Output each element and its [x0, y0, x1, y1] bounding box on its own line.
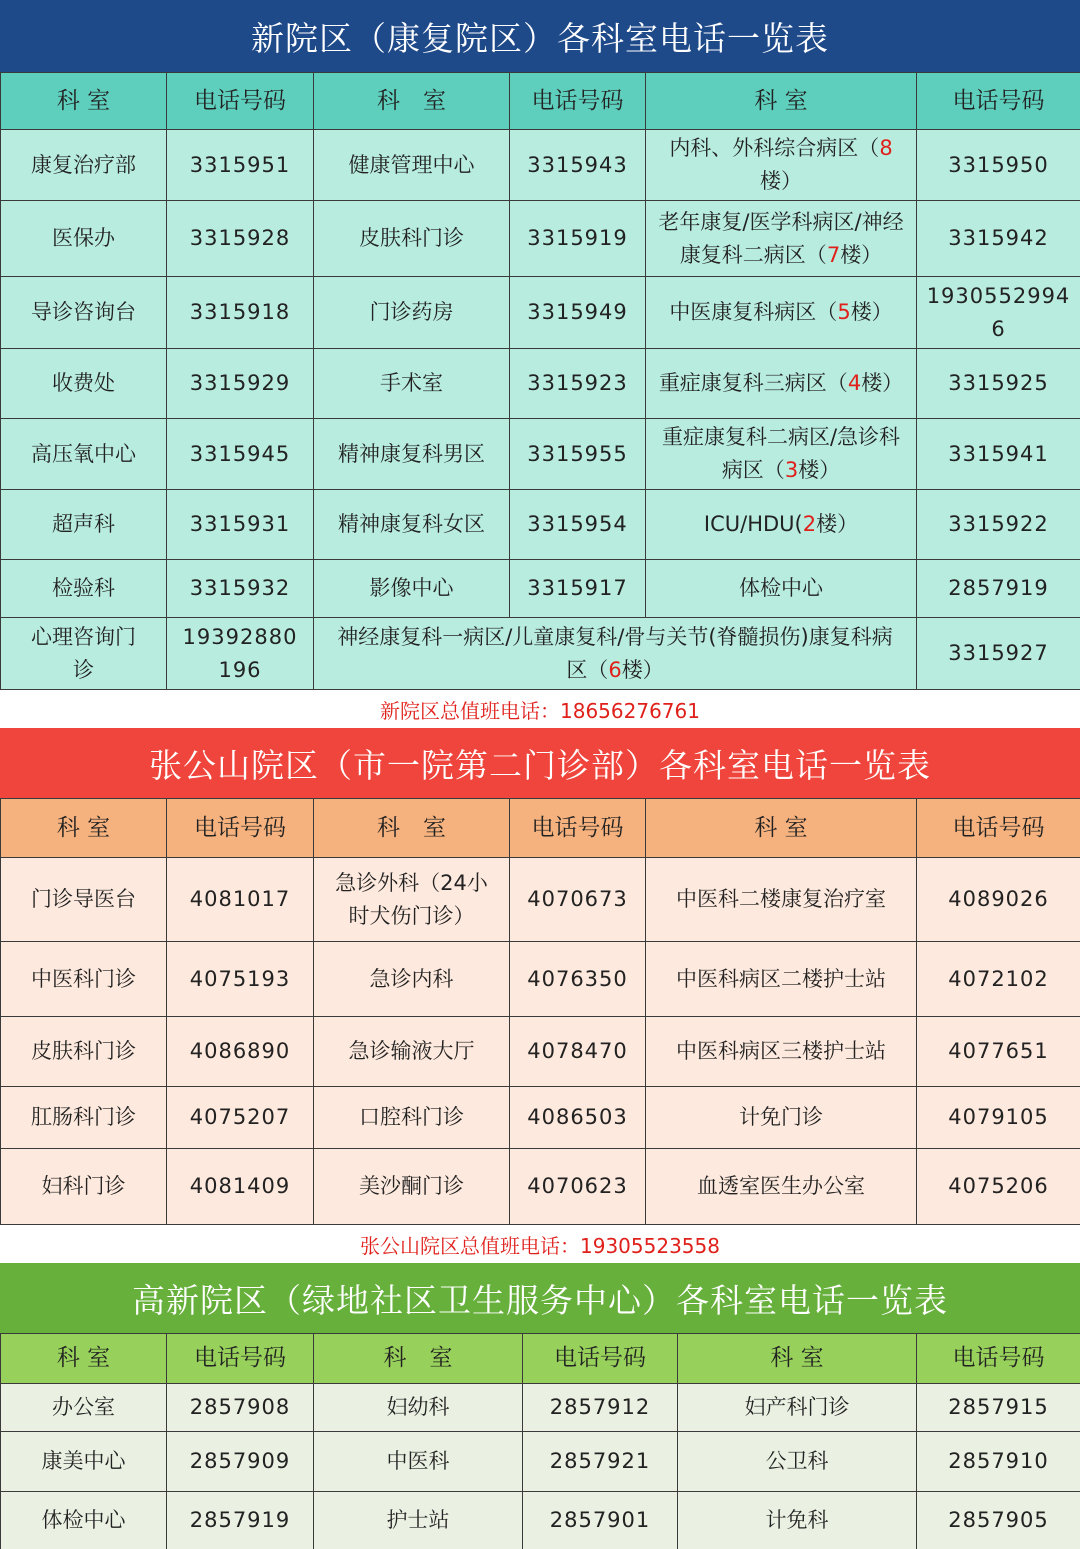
dept-cell: 血透室医生办公室 [646, 1149, 917, 1225]
phone-cell: 4089026 [917, 858, 1080, 942]
phone-cell: 3315931 [167, 490, 314, 560]
table-row [1, 277, 1080, 349]
phone-cell: 2857910 [917, 1432, 1080, 1492]
phone-cell: 3315925 [917, 349, 1080, 419]
dept-cell: 手术室 [314, 349, 510, 419]
phone-cell: 2857921 [523, 1432, 678, 1492]
phone-cell: 2857908 [167, 1384, 314, 1432]
dept-text: 楼） [840, 242, 883, 267]
dept-cell: 中医科病区三楼护士站 [646, 1017, 917, 1087]
phone-cell: 4078470 [510, 1017, 646, 1087]
header-phone: 电话号码 [523, 1334, 678, 1384]
dept-text: 楼） [861, 371, 904, 395]
header-dept: 科 室 [1, 73, 167, 130]
dept-cell: 妇产科门诊 [678, 1384, 917, 1432]
dept-cell [646, 560, 917, 618]
dept-cell [646, 201, 917, 277]
phone-cell: 3315950 [917, 130, 1080, 201]
table-row [1, 349, 1080, 419]
phone-cell: 4081409 [167, 1149, 314, 1225]
dept-cell [646, 490, 917, 560]
duty-phone-line: 新院区总值班电话：18656276761 [0, 690, 1080, 728]
phone-cell: 4086503 [510, 1087, 646, 1149]
phone-cell: 3315932 [167, 560, 314, 618]
dept-text: 楼） [798, 458, 841, 482]
table-header-row [1, 1334, 1080, 1384]
dept-cell: 收费处 [1, 349, 167, 419]
dept-cell: 高压氧中心 [1, 419, 167, 490]
floor-number: 5 [837, 300, 851, 324]
phone-cell: 3315923 [510, 349, 646, 419]
header-dept: 科 室 [646, 799, 917, 858]
dept-cell: 急诊输液大厅 [314, 1017, 510, 1087]
header-phone: 电话号码 [917, 799, 1080, 858]
dept-cell: 体检中心 [1, 1492, 167, 1549]
section3-title: 高新院区（绿地社区卫生服务中心）各科室电话一览表 [0, 1263, 1080, 1333]
table-header-row [1, 73, 1080, 130]
phone-cell: 4081017 [167, 858, 314, 942]
floor-number: 3 [784, 458, 799, 482]
phone-cell: 3315955 [510, 419, 646, 490]
dept-cell: 计免门诊 [646, 1087, 917, 1149]
section2-table [0, 798, 1080, 1225]
dept-cell: 康美中心 [1, 1432, 167, 1492]
dept-cell: 心理咨询门诊 [1, 618, 167, 690]
phone-cell: 3315918 [167, 277, 314, 349]
phone-cell: 3315929 [167, 349, 314, 419]
phone-cell: 2857919 [167, 1492, 314, 1549]
dept-cell: 办公室 [1, 1384, 167, 1432]
phone-cell: 2857909 [167, 1432, 314, 1492]
phone-cell: 3315922 [917, 490, 1080, 560]
dept-text: 重症康复科三病区（ [658, 371, 848, 395]
phone-cell: 3315945 [167, 419, 314, 490]
phone-cell: 4079105 [917, 1087, 1080, 1149]
dept-cell [646, 349, 917, 419]
table-row [1, 1432, 1080, 1492]
dept-cell [646, 419, 917, 490]
header-dept: 科 室 [1, 799, 167, 858]
dept-cell: 检验科 [1, 560, 167, 618]
table-row [1, 490, 1080, 560]
table-row [1, 1017, 1080, 1087]
dept-cell: 皮肤科门诊 [1, 1017, 167, 1087]
dept-cell: 皮肤科门诊 [314, 201, 510, 277]
dept-text: 体检中心 [739, 576, 823, 600]
dept-text: 重症康复科二病区/急诊科病区（ [661, 425, 901, 482]
dept-cell: 妇幼科 [314, 1384, 523, 1432]
table-header-row [1, 799, 1080, 858]
table-row [1, 130, 1080, 201]
dept-cell: 妇科门诊 [1, 1149, 167, 1225]
phone-cell: 4077651 [917, 1017, 1080, 1087]
dept-cell: 计免科 [678, 1492, 917, 1549]
floor-number: 7 [826, 242, 841, 267]
section1-title: 新院区（康复院区）各科室电话一览表 [0, 0, 1080, 72]
dept-cell: 护士站 [314, 1492, 523, 1549]
dept-cell: 医保办 [1, 201, 167, 277]
header-phone: 电话号码 [510, 799, 646, 858]
header-dept: 科 室 [678, 1334, 917, 1384]
dept-cell: 精神康复科女区 [314, 490, 510, 560]
dept-cell: 公卫科 [678, 1432, 917, 1492]
phone-cell: 4075207 [167, 1087, 314, 1149]
table-row [1, 1384, 1080, 1432]
dept-cell [314, 618, 917, 690]
header-phone: 电话号码 [167, 73, 314, 130]
header-phone: 电话号码 [917, 1334, 1080, 1384]
phone-cell: 3315942 [917, 201, 1080, 277]
header-phone: 电话号码 [510, 73, 646, 130]
dept-cell [646, 277, 917, 349]
phone-cell: 4076350 [510, 942, 646, 1017]
dept-text: 楼） [816, 512, 859, 536]
dept-cell: 中医科 [314, 1432, 523, 1492]
section3-table [0, 1333, 1080, 1549]
phone-cell: 2857915 [917, 1384, 1080, 1432]
dept-cell: 超声科 [1, 490, 167, 560]
phone-cell: 4075206 [917, 1149, 1080, 1225]
phone-cell: 4072102 [917, 942, 1080, 1017]
phone-cell: 4086890 [167, 1017, 314, 1087]
phone-cell: 2857905 [917, 1492, 1080, 1549]
dept-text: 老年康复/医学科病区/神经康复科二病区（ [658, 209, 904, 267]
header-dept: 科 室 [314, 799, 510, 858]
header-dept: 科 室 [314, 73, 510, 130]
dept-text: 楼） [621, 657, 664, 682]
dept-cell: 中医科二楼康复治疗室 [646, 858, 917, 942]
dept-cell: 影像中心 [314, 560, 510, 618]
section2-title: 张公山院区（市一院第二门诊部）各科室电话一览表 [0, 728, 1080, 798]
dept-cell: 口腔科门诊 [314, 1087, 510, 1149]
header-dept: 科 室 [646, 73, 917, 130]
header-phone: 电话号码 [167, 799, 314, 858]
phone-cell: 3315927 [917, 618, 1080, 690]
phone-cell: 4070623 [510, 1149, 646, 1225]
floor-number: 4 [847, 371, 862, 395]
phone-cell: 2857919 [917, 560, 1080, 618]
dept-cell: 门诊导医台 [1, 858, 167, 942]
phone-cell: 3315928 [167, 201, 314, 277]
dept-cell: 健康管理中心 [314, 130, 510, 201]
floor-number: 2 [802, 512, 817, 536]
dept-cell: 门诊药房 [314, 277, 510, 349]
phone-cell: 2857901 [523, 1492, 678, 1549]
table-row [1, 858, 1080, 942]
phone-cell: 2857912 [523, 1384, 678, 1432]
phone-cell: 3315954 [510, 490, 646, 560]
phone-cell: 19392880196 [167, 618, 314, 690]
table-row [1, 560, 1080, 618]
table-row [1, 1492, 1080, 1549]
dept-cell: 急诊内科 [314, 942, 510, 1017]
phone-cell: 3315943 [510, 130, 646, 201]
phone-cell: 3315917 [510, 560, 646, 618]
header-phone: 电话号码 [167, 1334, 314, 1384]
table-row [1, 201, 1080, 277]
header-dept: 科 室 [314, 1334, 523, 1384]
table-row [1, 1149, 1080, 1225]
dept-text: 楼） [850, 300, 893, 324]
dept-cell: 美沙酮门诊 [314, 1149, 510, 1225]
dept-text: 楼） [760, 169, 802, 193]
table-row [1, 419, 1080, 490]
dept-text: 中医康复科病区（ [669, 300, 838, 324]
section1-table [0, 72, 1080, 690]
phone-cell: 3315941 [917, 419, 1080, 490]
phone-cell: 19305529946 [917, 277, 1080, 349]
header-dept: 科 室 [1, 1334, 167, 1384]
dept-text: 内科、外科综合病区（ [669, 136, 880, 160]
dept-cell: 中医科病区二楼护士站 [646, 942, 917, 1017]
phone-cell: 3315951 [167, 130, 314, 201]
dept-cell: 中医科门诊 [1, 942, 167, 1017]
table-row [1, 618, 1080, 690]
floor-number: 6 [608, 657, 622, 682]
dept-cell: 精神康复科男区 [314, 419, 510, 490]
dept-cell [646, 130, 917, 201]
dept-cell: 急诊外科（24小时犬伤门诊） [314, 858, 510, 942]
phone-cell: 4070673 [510, 858, 646, 942]
dept-cell: 肛肠科门诊 [1, 1087, 167, 1149]
phone-cell: 3315919 [510, 201, 646, 277]
table-row [1, 1087, 1080, 1149]
phone-cell: 3315949 [510, 277, 646, 349]
table-row [1, 942, 1080, 1017]
dept-text: ICU/HDU( [703, 512, 803, 536]
duty-phone-line: 张公山院区总值班电话：19305523558 [0, 1225, 1080, 1263]
floor-number: 8 [879, 136, 893, 160]
dept-cell: 导诊咨询台 [1, 277, 167, 349]
dept-text: 神经康复科一病区/儿童康复科/骨与关节(脊髓损伤)康复科病区（ [337, 624, 893, 682]
phone-cell: 4075193 [167, 942, 314, 1017]
dept-cell: 康复治疗部 [1, 130, 167, 201]
header-phone: 电话号码 [917, 73, 1080, 130]
